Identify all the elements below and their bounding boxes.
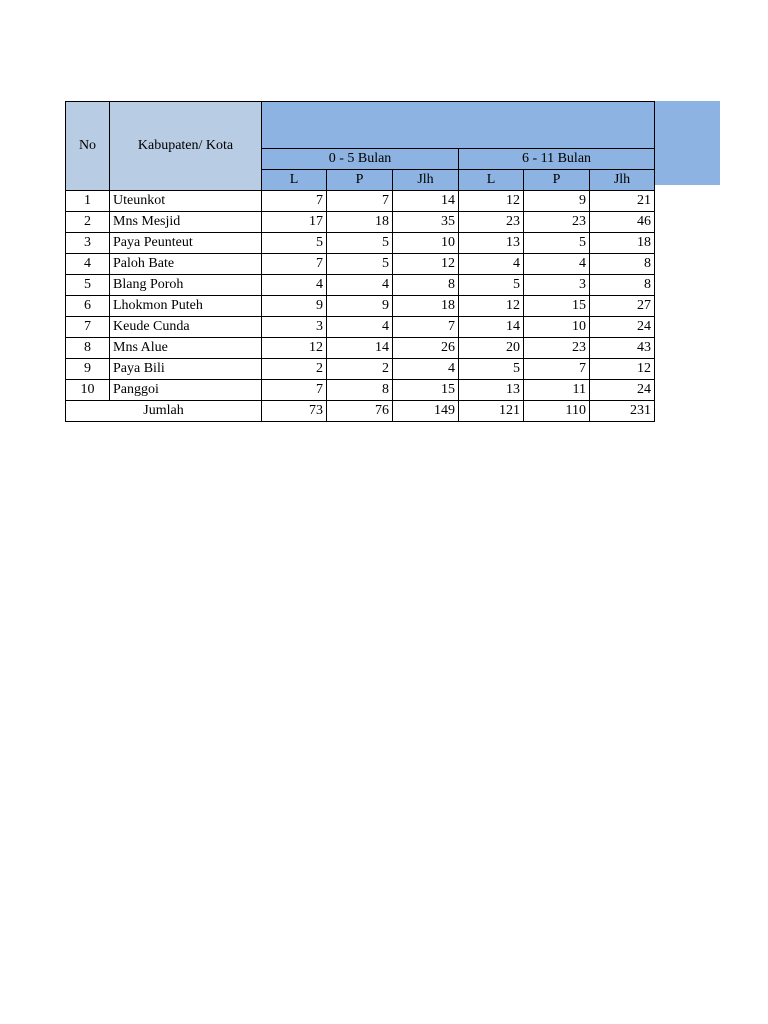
row-value: 20	[459, 338, 524, 359]
row-value: 11	[524, 380, 590, 401]
row-value: 5	[459, 275, 524, 296]
row-name: Panggoi	[110, 380, 262, 401]
total-label: Jumlah	[66, 401, 262, 422]
header-sub-jlh: Jlh	[590, 170, 655, 191]
row-value: 5	[327, 254, 393, 275]
row-value: 13	[459, 380, 524, 401]
header-sub-p: P	[327, 170, 393, 191]
row-name: Uteunkot	[110, 191, 262, 212]
row-name: Paya Bili	[110, 359, 262, 380]
row-value: 23	[524, 338, 590, 359]
row-value: 4	[327, 275, 393, 296]
header-banner	[262, 102, 655, 149]
row-name: Paya Peunteut	[110, 233, 262, 254]
row-number: 1	[66, 191, 110, 212]
row-value: 17	[262, 212, 327, 233]
row-number: 5	[66, 275, 110, 296]
header-group-6-11-bulan: 6 - 11 Bulan	[459, 149, 655, 170]
row-number: 2	[66, 212, 110, 233]
header-kabupaten: Kabupaten/ Kota	[110, 102, 262, 191]
row-value: 9	[262, 296, 327, 317]
row-value: 12	[262, 338, 327, 359]
row-number: 8	[66, 338, 110, 359]
row-value: 21	[590, 191, 655, 212]
row-value: 27	[590, 296, 655, 317]
row-number: 7	[66, 317, 110, 338]
row-value: 4	[459, 254, 524, 275]
table-row	[66, 254, 655, 275]
row-value: 5	[327, 233, 393, 254]
row-value: 23	[524, 212, 590, 233]
header-sub-jlh: Jlh	[393, 170, 459, 191]
row-value: 7	[524, 359, 590, 380]
row-value: 24	[590, 380, 655, 401]
table-row	[66, 212, 655, 233]
table-body	[66, 191, 655, 401]
row-value: 4	[262, 275, 327, 296]
row-value: 3	[262, 317, 327, 338]
row-value: 24	[590, 317, 655, 338]
row-value: 4	[327, 317, 393, 338]
table-row	[66, 296, 655, 317]
row-value: 35	[393, 212, 459, 233]
row-value: 18	[327, 212, 393, 233]
row-value: 7	[262, 380, 327, 401]
row-value: 18	[393, 296, 459, 317]
table-row	[66, 233, 655, 254]
row-value: 2	[327, 359, 393, 380]
row-value: 10	[393, 233, 459, 254]
table-row	[66, 317, 655, 338]
header-banner-extension	[653, 101, 720, 185]
data-table	[65, 101, 655, 422]
row-value: 4	[393, 359, 459, 380]
row-value: 5	[524, 233, 590, 254]
row-name: Mns Alue	[110, 338, 262, 359]
row-value: 23	[459, 212, 524, 233]
row-value: 8	[327, 380, 393, 401]
header-sub-l: L	[262, 170, 327, 191]
row-number: 9	[66, 359, 110, 380]
row-value: 14	[459, 317, 524, 338]
row-value: 12	[393, 254, 459, 275]
row-value: 5	[459, 359, 524, 380]
row-value: 14	[327, 338, 393, 359]
table-row	[66, 359, 655, 380]
header-no: No	[66, 102, 110, 191]
total-cell: 73	[262, 401, 327, 422]
table-row	[66, 380, 655, 401]
row-value: 12	[459, 296, 524, 317]
row-value: 8	[393, 275, 459, 296]
total-cell: 110	[524, 401, 590, 422]
row-value: 15	[524, 296, 590, 317]
row-value: 4	[524, 254, 590, 275]
header-sub-l: L	[459, 170, 524, 191]
total-cell: 149	[393, 401, 459, 422]
row-value: 7	[327, 191, 393, 212]
row-number: 6	[66, 296, 110, 317]
total-row	[66, 401, 655, 422]
row-value: 26	[393, 338, 459, 359]
row-value: 14	[393, 191, 459, 212]
row-value: 18	[590, 233, 655, 254]
row-value: 7	[393, 317, 459, 338]
row-name: Paloh Bate	[110, 254, 262, 275]
row-number: 10	[66, 380, 110, 401]
row-value: 10	[524, 317, 590, 338]
row-value: 15	[393, 380, 459, 401]
row-name: Lhokmon Puteh	[110, 296, 262, 317]
header-group-0-5-bulan: 0 - 5 Bulan	[262, 149, 459, 170]
row-value: 43	[590, 338, 655, 359]
row-value: 46	[590, 212, 655, 233]
row-value: 2	[262, 359, 327, 380]
row-number: 3	[66, 233, 110, 254]
total-cell: 76	[327, 401, 393, 422]
table-row	[66, 338, 655, 359]
table-row	[66, 191, 655, 212]
row-name: Blang Poroh	[110, 275, 262, 296]
table-row	[66, 275, 655, 296]
row-value: 3	[524, 275, 590, 296]
row-name: Keude Cunda	[110, 317, 262, 338]
row-value: 9	[327, 296, 393, 317]
row-number: 4	[66, 254, 110, 275]
row-value: 13	[459, 233, 524, 254]
total-cell: 231	[590, 401, 655, 422]
row-name: Mns Mesjid	[110, 212, 262, 233]
header-sub-p: P	[524, 170, 590, 191]
row-value: 12	[459, 191, 524, 212]
row-value: 5	[262, 233, 327, 254]
total-cell: 121	[459, 401, 524, 422]
row-value: 8	[590, 275, 655, 296]
row-value: 8	[590, 254, 655, 275]
row-value: 12	[590, 359, 655, 380]
row-value: 7	[262, 254, 327, 275]
row-value: 7	[262, 191, 327, 212]
row-value: 9	[524, 191, 590, 212]
